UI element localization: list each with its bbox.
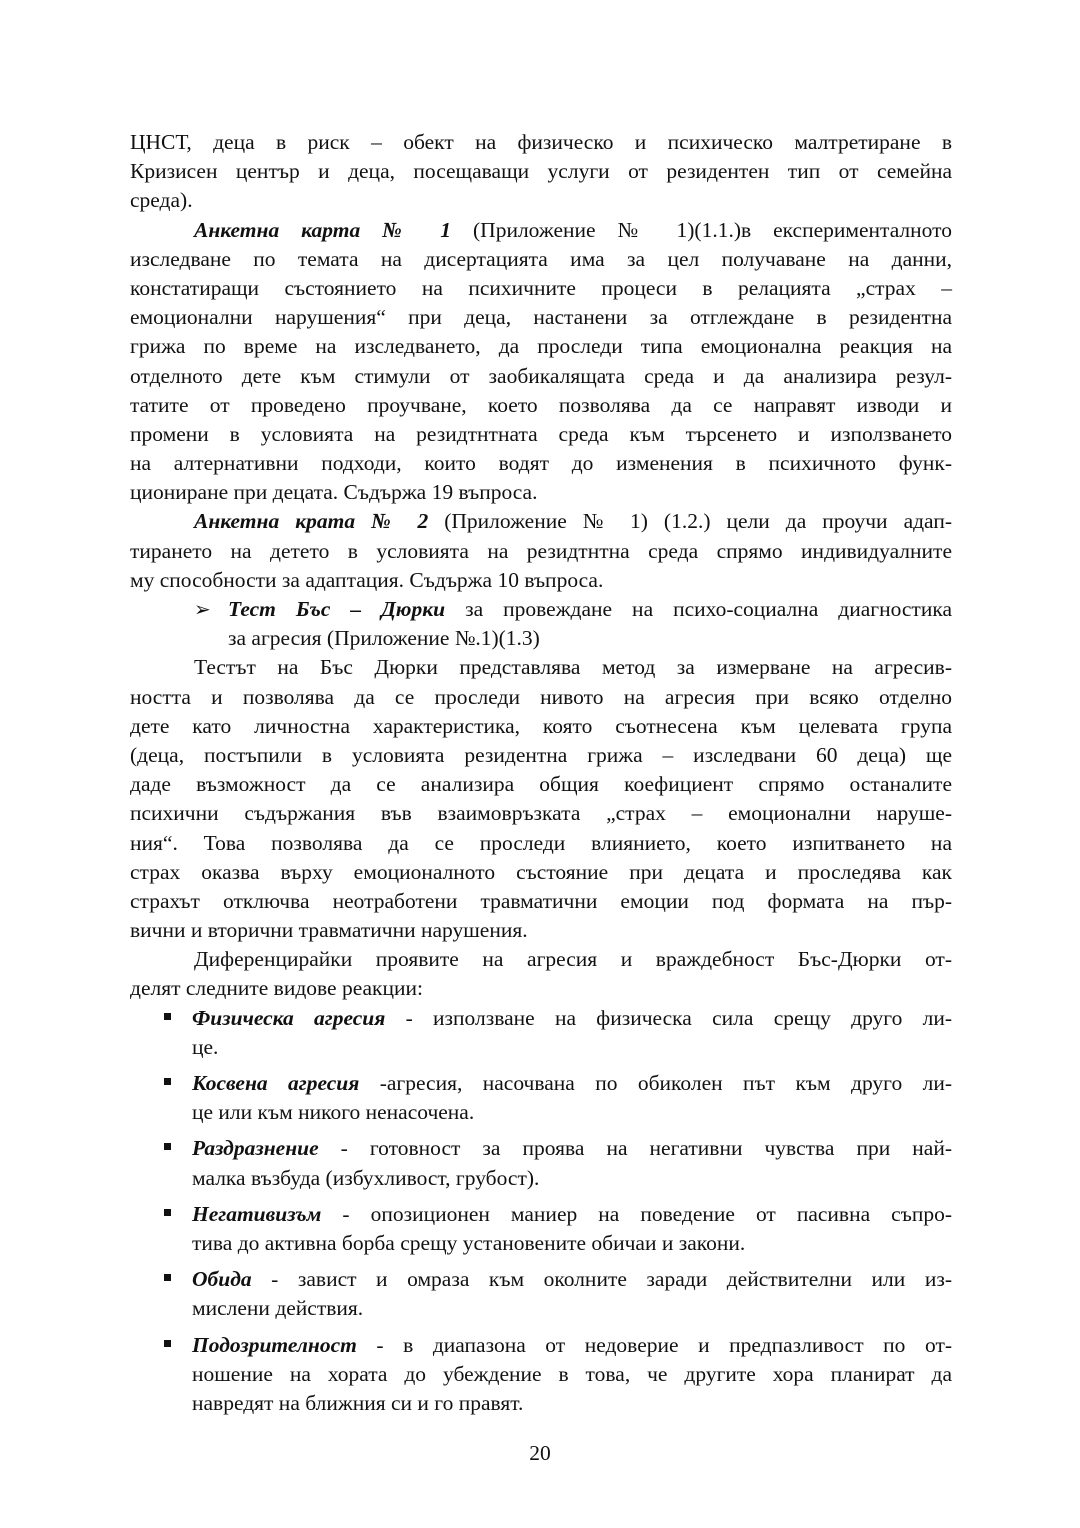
list-item-term: Косвена агресия [192, 1071, 360, 1095]
text-run: (Приложение № 1) (1.2.) цели да проучи адап- [428, 509, 952, 534]
text-line: Диференцирайки проявите на агресия и враждебност Бъс-Дюрки от- [194, 947, 952, 972]
paragraph-reaction-types-intro [130, 945, 952, 1003]
paragraph-test-description [130, 653, 952, 945]
text-line: промени в условията на резидтнтната среда към търсенето и използването [130, 421, 952, 446]
text-line: татите от проведено проучване, което позволява да се направят изводи и [130, 392, 952, 417]
text-line: му способности за адаптация. Съдържа 10 въпроса. [130, 567, 604, 592]
text-run: (Приложение № 1)(1.1.)в експерименталното [451, 217, 952, 242]
list-item [130, 1004, 952, 1062]
text-line: страх оказва върху емоционалното състояние при децата и проследява как [130, 859, 952, 884]
buss-durkee-test-title: Тест Бъс – Дюрки [228, 597, 446, 621]
text-line: ността и позволява да се проследи нивото на агресия при всяко отделно [130, 684, 952, 709]
survey-card-1-title: Анкетна карта № 1 [194, 217, 452, 242]
text-run: - в диапазона от недоверие и предпазливост по от- [356, 1332, 952, 1357]
text-run: - завист и омраза към околните заради действителни или из- [251, 1267, 952, 1292]
text-run [130, 1267, 952, 1291]
text-run [130, 1202, 952, 1226]
square-bullet-icon [164, 1078, 171, 1085]
text-line: це или към никого ненасочена. [192, 1100, 475, 1125]
list-item [130, 1265, 952, 1323]
text-line: Тестът на Бъс Дюрки представлява метод за измерване на агресив- [194, 655, 952, 680]
square-bullet-icon [164, 1209, 171, 1216]
text-line: за агресия (Приложение №.1)(1.3) [228, 626, 540, 651]
list-item [130, 1200, 952, 1258]
square-bullet-icon [164, 1340, 171, 1347]
text-line: даде възможност да се анализира общия коефициент спрямо останалите [130, 772, 952, 797]
text-line: мислени действия. [192, 1296, 364, 1321]
text-line: малка възбуда (избухливост, грубост). [192, 1165, 540, 1190]
list-item-term: Физическа агресия [192, 1005, 386, 1030]
text-line: ЦНСТ, деца в риск – обект на физическо и психическо малтретиране в [130, 130, 952, 154]
text-run [130, 1136, 952, 1160]
list-item [130, 1331, 952, 1419]
text-line: це. [192, 1034, 219, 1059]
text-line: тива до активна борба срещу установените обичаи и закони. [192, 1230, 746, 1255]
text-run [130, 597, 952, 621]
list-item [130, 1134, 952, 1192]
list-item-term: Раздразнение [192, 1136, 319, 1161]
text-line: вични и вторични травматични нарушения. [130, 918, 528, 943]
arrow-list-item [130, 595, 952, 653]
reaction-types-list [130, 1004, 952, 1418]
text-line: дете като личностна характеристика, която съотнесена към целевата група [130, 713, 952, 738]
text-line: среда). [130, 188, 193, 213]
text-line: констатиращи състоянието на психичните процеси в релацията „страх – [130, 275, 952, 300]
text-line [130, 216, 952, 245]
text-run [130, 1333, 952, 1357]
text-run [130, 1006, 952, 1030]
square-bullet-icon [164, 1143, 171, 1150]
text-line: навредят на ближния си и го правят. [192, 1390, 524, 1415]
text-run: - използване на физическа сила срещу друго ли- [385, 1005, 952, 1030]
paragraph-survey-card-2 [130, 507, 952, 595]
document-body [130, 128, 952, 1418]
text-line [130, 1331, 952, 1360]
text-line: ния“. Това позволява да се проследи влиянието, което изпитването на [130, 830, 952, 855]
text-run: - готовност за проява на негативни чувства при най- [318, 1136, 952, 1161]
arrow-bullet-icon: ➢ [194, 597, 211, 621]
text-line: (деца, постъпили в условията резидентна грижа – изследвани 60 деца) ще [130, 742, 952, 767]
text-line [130, 1265, 952, 1294]
text-line: на алтернативни подходи, които водят до изменения в психичното функ- [130, 451, 952, 476]
text-line: ношение на хората до убеждение в това, че другите хора планират да [192, 1361, 952, 1386]
text-line [130, 1200, 952, 1229]
text-line [130, 595, 952, 624]
text-line: циониране при децата. Съдържа 19 въпроса. [130, 480, 538, 505]
square-bullet-icon [164, 1274, 171, 1281]
text-line [130, 507, 952, 536]
list-item-term: Обида [192, 1267, 252, 1292]
paragraph-survey-card-1 [130, 216, 952, 508]
text-line [130, 1069, 952, 1098]
text-line: психични съдържания във взаимовръзката „страх – емоционални наруше- [130, 801, 952, 826]
text-line: грижа по време на изследването, да проследи типа емоционална реакция на [130, 334, 952, 359]
text-run: -агресия, насочвана по обиколен път към друго ли- [359, 1071, 952, 1095]
list-item-term: Негативизъм [192, 1201, 322, 1226]
text-line: изследване по темата на дисертацията има за цел получаване на данни, [130, 246, 952, 271]
square-bullet-icon [164, 1013, 171, 1020]
text-line [130, 1134, 952, 1163]
text-line [130, 1004, 952, 1033]
page-number: 20 [529, 1441, 551, 1465]
text-run [130, 1071, 952, 1095]
text-line: Кризисен център и деца, посещаващи услуги от резидентен тип от семейна [130, 159, 952, 184]
paragraph-intro [130, 128, 952, 216]
list-item-term: Подозрителност [192, 1332, 357, 1357]
text-line: емоционални нарушения“ при деца, настанени за отглеждане в резидентна [130, 305, 952, 330]
text-line: отделното дете към стимули от заобикалящата среда и да анализира резул- [130, 363, 952, 388]
text-run: за провеждане на психо-социална диагностика [445, 597, 952, 621]
survey-card-2-title: Анкетна крата № 2 [194, 509, 429, 534]
text-line: страхът отключва неотработени травматични емоции под формата на пър- [130, 888, 952, 913]
text-line: тирането на детето в условията на резидтнтна среда спрямо индивидуалните [130, 538, 952, 563]
text-line: делят следните видове реакции: [130, 976, 423, 1001]
list-item [130, 1069, 952, 1127]
text-run: - опозиционен маниер на поведение от пасивна съпро- [321, 1201, 952, 1226]
